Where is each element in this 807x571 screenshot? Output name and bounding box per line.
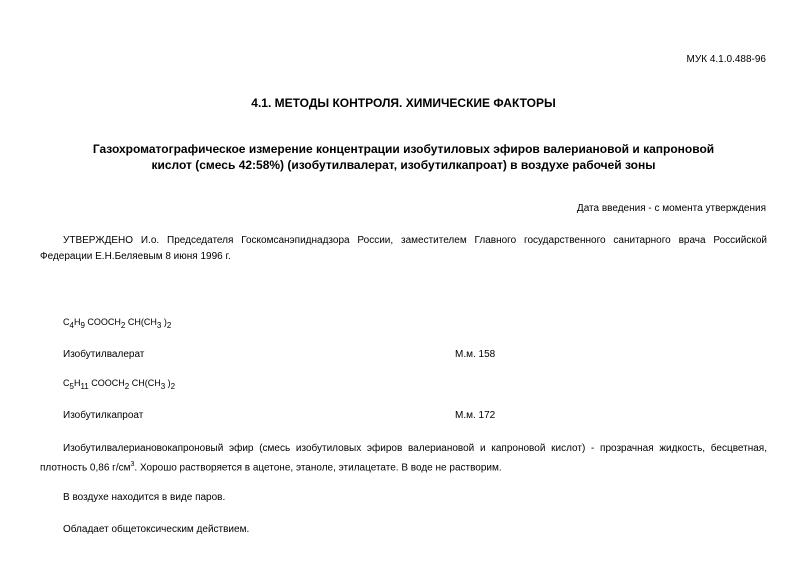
description-paragraph: Изобутилвалериановокапроновый эфир (смесь изобутиловых эфиров валериановой и капроновой кислот) - прозрачная жидкость, бесцветная, плотность 0,86 $г/см^3$. Хорошо растворяется в ацетоне, этаноле, этилацетате. В воде не растворим. xyxy=(40,443,767,474)
document-code: МУК 4.1.0.488-96 xyxy=(686,54,766,65)
document-title xyxy=(40,141,767,173)
formula-isobutyl-valerate: $C_4H_9$ $COOCH_2$ $CH(CH_3$ )$_2$ xyxy=(63,317,172,330)
title-line-2: кислот (смесь 42:58%) (изобутилвалерат, изобутилкапроат) в воздухе рабочей зоны xyxy=(151,158,656,172)
introduction-date: Дата введения - с момента утверждения xyxy=(576,203,766,214)
compound-name-isobutyl-caproate: Изобутилкапроат xyxy=(63,410,144,421)
toxicity-note: Обладает общетоксическим действием. xyxy=(63,524,250,535)
approval-paragraph: УТВЕРЖДЕНО И.о. Председателя Госкомсанэпиднадзора России, заместителем Главного государственного санитарного врача Российской Федерации Е.Н.Беляевым 8 июня 1996 г. xyxy=(40,235,767,262)
section-title: 4.1. МЕТОДЫ КОНТРОЛЯ. ХИМИЧЕСКИЕ ФАКТОРЫ xyxy=(251,96,556,110)
molar-mass-isobutyl-valerate: М.м. 158 xyxy=(455,349,496,360)
molar-mass-isobutyl-caproate: М.м. 172 xyxy=(455,410,496,421)
vapor-state-note: В воздухе находится в виде паров. xyxy=(63,492,226,503)
title-line-1: Газохроматографическое измерение концентрации изобутиловых эфиров валериановой и капроновой xyxy=(92,142,715,156)
compound-name-isobutyl-valerate: Изобутилвалерат xyxy=(63,349,145,360)
formula-isobutyl-caproate: $C_5H_{11}$ $COOCH_2$ $CH(CH_3$ )$_2$ xyxy=(63,378,176,391)
